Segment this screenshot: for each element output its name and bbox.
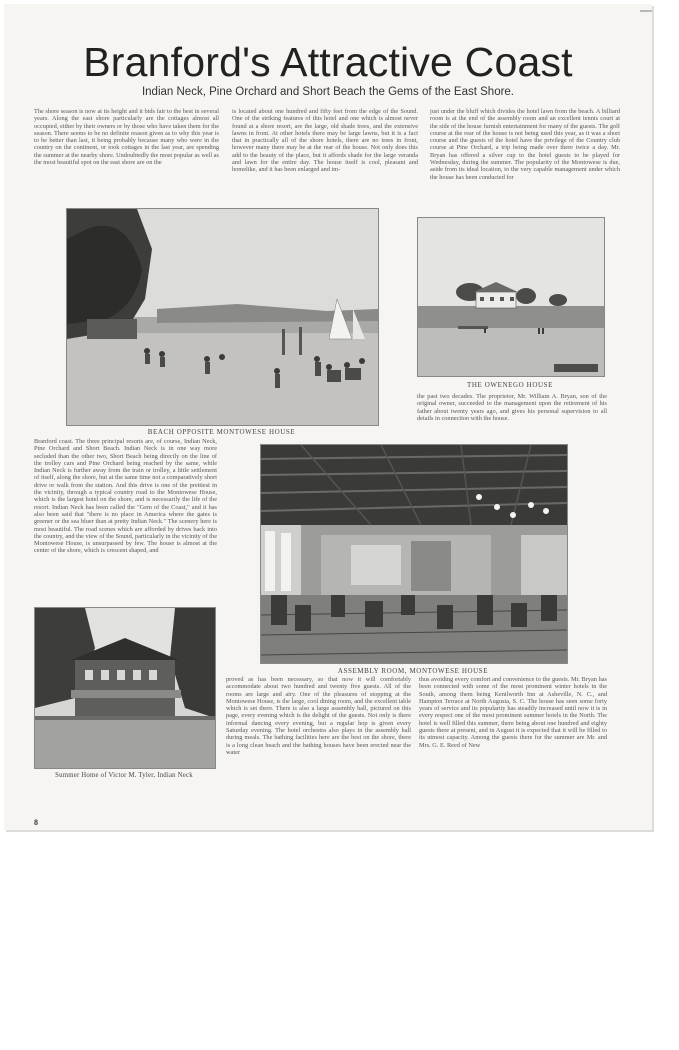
beach-caption: BEACH OPPOSITE MONTOWESE HOUSE bbox=[147, 428, 296, 436]
article-title: Branford's Attractive Coast bbox=[83, 39, 573, 85]
owenego-photo bbox=[417, 217, 605, 377]
owenego-caption: THE OWENEGO HOUSE bbox=[466, 381, 554, 389]
assembly-room-photo bbox=[260, 444, 568, 664]
body-text-col1-top: The shore season is now at its height and it bids fair to the best in several years. Along the east shore particularly are the cottages almost all occupied, either by their owners or by those who have taken them for the season. There seems to be no definite reason given as to why this year is to be better than last, it being probably because many who were in the country on the continent, or took cottages in the last year, are spending the summer at the nearby shore. Undoubtedly the most popular as well as the most beautiful spot on the east shore are on the bbox=[34, 108, 219, 167]
body-text-col2-bottom: proved as has been necessary, so that now it will comfortably accommodate about two hundred and twenty five guests. All of the rooms are large and airy. One of the pleasures of stopping at the Montowese House, is the large, cool dining room, and the excellent table which is set there. There is also a large assembly hall, pictured on this page, every evening which is the delight of the guests. Not only is there informal dancing every evening, but a regular hop is given every Saturday evening. The hotel orchestra also plays in the assembly hall during meals. The bathing facilities here are the best on the shore, there is a long clean beach and the bathing houses have been erected near the water bbox=[226, 676, 411, 756]
assembly-caption: ASSEMBLY ROOM, MONTOWESE HOUSE bbox=[337, 667, 489, 675]
beach-photo bbox=[66, 208, 379, 426]
page-corner-mark bbox=[640, 10, 652, 12]
body-text-col3-bottom: thus avoiding every comfort and convenience to the guests. Mr. Bryan has been connected with some of the most prominent winter hotels in the South, among them being Kenilworth Inn at Asheville, N. C., and Hampton Terrace at North Augusta, S. C. The house has seen some forty years of service and its popularity has steadily increased until now it is in every respect one of the most prominent summer hotels in the North. The hotel is well filled this summer, there being about one hundred and eighty guests there at present, and in August it is expected that it will be filled to its utmost capacity. Among the guests there for the summer are Mr. and Mrs. G. E. Reed of New bbox=[419, 676, 607, 749]
article-subtitle: Indian Neck, Pine Orchard and Short Beach the Gems of the East Shore. bbox=[141, 86, 515, 98]
cottage-caption: Summer Home of Victor M. Tyler, Indian Neck bbox=[55, 772, 193, 779]
page-number: 8 bbox=[34, 818, 38, 827]
body-text-col2-top: is located about one hundred and fifty feet from the edge of the Sound. One of the striking features of this hotel and one which is almost never found at a shore resort, are the large, old shade trees, and the extensive lawns in front. At other hotels there may be large lawns, but it is a fact that in practically all of the shore hotels, there are no trees in front, however many there may be at the rear of the house. Not only does this add to the beauty of the place, but it affords shade for the large veranda and lawn for the entire day. The house itself is cool, pleasant and homelike, and it has been enlarged and im- bbox=[232, 108, 418, 174]
body-text-col3-top: just under the bluff which divides the hotel lawn from the beach. A billiard room is at the end of the assembly room and an excellent tennis court at the side of the house furnish entertainment for many of the guests. The golf course at the rear of the house is not being used this year, as it was a short course and the guests of the hotel have the privilege of the Country club course at Pine Orchard, a trip being made over there twice a day. Mr. Bryan has offered a silver cup to the hotel guests to be played for Wednesday, during the summer. The popularity of the Montowese is due, aside from its ideal location, to the very capable management under which the house has been conducted for bbox=[430, 108, 620, 181]
cottage-photo bbox=[34, 607, 216, 769]
magazine-page bbox=[4, 4, 652, 830]
body-text-col3-mid: the past two decades. The proprietor, Mr. William A. Bryan, son of the original owner, succeeded to the management upon the retirement of his father about twenty years ago, and gives his personal supervision to all details in connection with the house. bbox=[417, 393, 607, 422]
body-text-col1-mid: Branford coast. The three principal resorts are, of course, Indian Neck, Pine Orchard and Short Beach. Indian Neck is in one way more secluded than the other two, Short Beach being directly on the line of the trolley cars and Pine Orchard being reached by the same, while Indian Neck is further away from the train or trolley, a little settlement of itself, along the shore, but at the same time not a comparatively short drive or walk from the station. And this drive is one of the prettiest in the vicinity, through a typical country road to the Montowese House, which is the largest hotel on the shore, and is necessarily the life of the resort. Indian Neck has been called the "Gem of the Coast," and it has also been said that "there is no place in America where the gates is greener or the sea bluer than at pretty Indian Neck." The scenery here is most beautiful. The road scenes which are afforded by drives back into the country, and the view of the Sound, particularly in the vicinity of the Montowese House, is unsurpassed by few. The house is almost at the center of the shore, which is crescent shaped, and bbox=[34, 438, 217, 555]
